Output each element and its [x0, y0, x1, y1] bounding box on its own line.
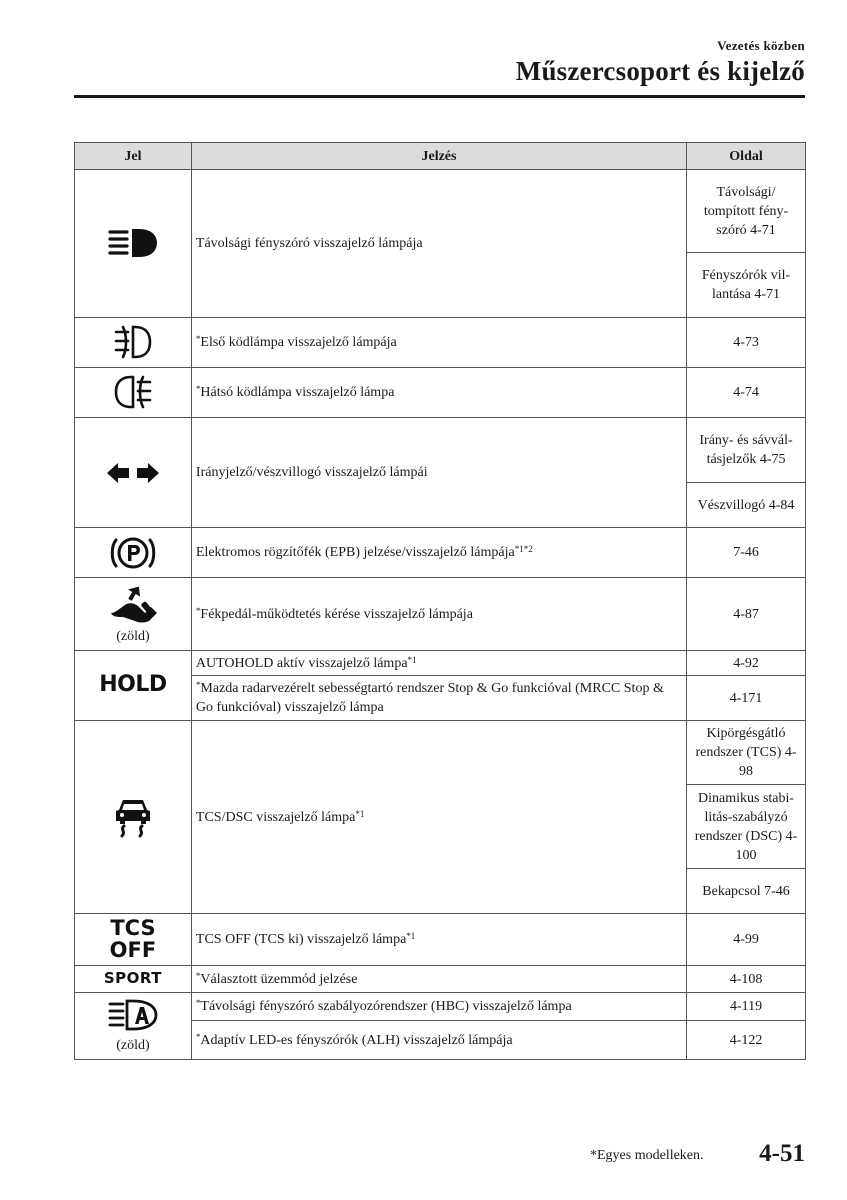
table-row: [75, 578, 806, 651]
row-description: [191, 368, 686, 418]
row-page: 4-92: [687, 651, 806, 676]
brake-pedal-icon: [105, 583, 161, 625]
table-row: [75, 170, 806, 253]
icon-color-note: (zöld): [116, 628, 150, 644]
symbol-cell: [75, 318, 192, 368]
row-page: 4-122: [687, 1021, 806, 1060]
footnote-marker: *: [195, 384, 201, 394]
row-description: Irányjelző/vészvillogó visszajelző lámpái: [191, 418, 686, 528]
skid-car-icon: [113, 796, 153, 838]
symbol-cell: [75, 721, 192, 914]
symbol-cell: [75, 651, 192, 721]
symbol-cell: [75, 578, 192, 651]
row-description: [191, 651, 686, 676]
description-text: TCS/DSC visszajelző lámpa: [195, 809, 356, 825]
table-row: [75, 528, 806, 578]
row-page: 4-119: [687, 993, 806, 1021]
row-page: Dinamikus stabi-litás-szabályzó rendszer (DSC) 4-100: [687, 785, 806, 869]
footnote-marker: *: [195, 680, 201, 690]
row-page: Távolsági/ tompított fény-szóró 4-71: [687, 170, 806, 253]
sport-icon: SPORT: [103, 969, 163, 987]
header-page: Oldal: [687, 143, 806, 170]
header-description: Jelzés: [191, 143, 686, 170]
row-page: 4-87: [687, 578, 806, 651]
description-text: Hátsó ködlámpa visszajelző lámpa: [200, 385, 395, 400]
hbc-icon: [107, 998, 159, 1034]
symbol-cell: [75, 368, 192, 418]
row-description: [191, 528, 686, 578]
table-row: [75, 721, 806, 785]
rear-fog-icon: [113, 373, 153, 413]
footnote-marker: *1: [406, 931, 416, 941]
description-text: Fékpedál-működtetés kérése visszajelző lámpája: [200, 606, 473, 622]
symbol-cell: [75, 993, 192, 1060]
row-page: Vészvillogó 4-84: [687, 483, 806, 528]
header-symbol: Jel: [75, 143, 192, 170]
row-page: Irány- és sávvál-tásjelzők 4-75: [687, 418, 806, 483]
table-row: [75, 368, 806, 418]
description-text: Távolsági fényszóró szabályozórendszer (HBC) visszajelző lámpa: [200, 999, 572, 1014]
row-description: [191, 914, 686, 966]
high-beam-icon: [107, 226, 159, 262]
description-text: Adaptív LED-es fényszórók (ALH) visszajelző lámpája: [200, 1032, 513, 1048]
table-row: [75, 318, 806, 368]
page-title: Műszercsoport és kijelző: [515, 56, 805, 86]
footnote-marker: *: [195, 334, 201, 344]
footnote-marker: *: [195, 998, 201, 1008]
title-rule: [74, 95, 805, 98]
row-description: [191, 578, 686, 651]
footnote-marker: *: [195, 1031, 201, 1042]
symbol-cell: [75, 528, 192, 578]
row-page: Kipörgésgátló rendszer (TCS) 4-98: [687, 721, 806, 785]
description-text: Első ködlámpa visszajelző lámpája: [200, 335, 397, 350]
row-page: 4-171: [687, 676, 806, 721]
parking-brake-icon: [107, 533, 159, 573]
row-page: 7-46: [687, 528, 806, 578]
symbol-cell: [75, 914, 192, 966]
description-text: TCS OFF (TCS ki) visszajelző lámpa: [195, 932, 407, 947]
hold-icon: HOLD: [99, 671, 167, 697]
description-text: Választott üzemmód jelzése: [200, 971, 358, 987]
row-page: Fényszórók vil-lantása 4-71: [687, 253, 806, 318]
symbol-cell: [75, 170, 192, 318]
row-page: Bekapcsol 7-46: [687, 869, 806, 914]
row-description: [191, 966, 686, 993]
table-row: [75, 651, 806, 676]
description-text: AUTOHOLD aktív visszajelző lámpa: [195, 655, 408, 671]
table-row: [75, 993, 806, 1021]
tcs-off-line1: TCS: [110, 915, 156, 940]
table-row: [75, 966, 806, 993]
row-description: [191, 721, 686, 914]
front-fog-icon: [113, 323, 153, 363]
description-text: Elektromos rögzítőfék (EPB) jelzése/visszajelző lámpája: [195, 545, 515, 560]
row-page: 4-99: [687, 914, 806, 966]
row-page: 4-73: [687, 318, 806, 368]
icon-color-note: (zöld): [116, 1037, 150, 1053]
row-page: 4-74: [687, 368, 806, 418]
table-header-row: [75, 143, 806, 170]
footnote-marker: *: [195, 605, 201, 616]
footnote-marker: *1: [355, 808, 365, 819]
symbol-cell: [75, 966, 192, 993]
footnote-marker: *: [195, 970, 201, 981]
table-row: [75, 418, 806, 483]
description-text: Mazda radarvezérelt sebességtartó rendszer Stop & Go funkcióval (MRCC Stop & Go funkcióval) visszajelző lámpa: [195, 681, 664, 715]
row-description: [191, 993, 686, 1021]
table-row: [75, 914, 806, 966]
tcs-off-line2: OFF: [109, 937, 157, 962]
page-number: 4-51: [759, 1140, 805, 1167]
row-description: Távolsági fényszóró visszajelző lámpája: [191, 170, 686, 318]
row-description: [191, 1021, 686, 1060]
symbol-cell: [75, 418, 192, 528]
indicator-table: [74, 142, 806, 1060]
footnote: *Egyes modelleken.: [590, 1148, 704, 1163]
tcs-off-icon: [110, 917, 157, 961]
row-description: [191, 676, 686, 721]
footnote-marker: *1: [407, 654, 417, 665]
turn-signal-icon: [105, 460, 161, 486]
row-page: 4-108: [687, 966, 806, 993]
section-label: Vezetés közben: [717, 38, 805, 53]
row-description: [191, 318, 686, 368]
footnote-marker: *1*2: [514, 544, 533, 554]
